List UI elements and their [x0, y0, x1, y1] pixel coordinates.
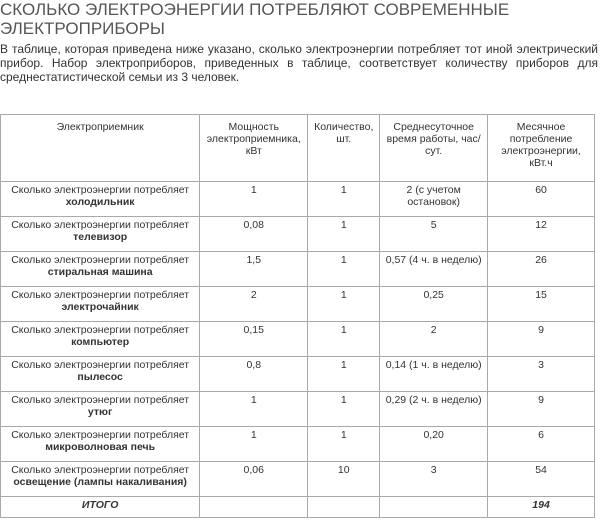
hours-cell: 0,20 — [380, 427, 488, 462]
device-cell — [1, 182, 200, 217]
intro-paragraph: В таблице, которая приведена ниже указано, сколько электроэнергии потребляет тот иной электрический прибор. Набор электроприборов, приведенных в таблице, соответствует количеству приборов для среднестатистической семьи из 3 человек. — [0, 42, 598, 84]
device-name: утюг — [87, 406, 113, 418]
device-name: микроволновая печь — [45, 441, 156, 453]
total-empty-cell — [380, 497, 488, 518]
power-cell: 1,5 — [200, 252, 308, 287]
table-row — [1, 357, 595, 392]
device-cell — [1, 322, 200, 357]
hours-cell: 0,29 (2 ч. в неделю) — [380, 392, 488, 427]
monthly-cell: 26 — [488, 252, 595, 287]
device-cell — [1, 252, 200, 287]
device-prefix: Сколько электроэнергии потребляет — [11, 359, 190, 371]
hours-cell: 3 — [380, 462, 488, 497]
total-empty-cell — [308, 497, 380, 518]
page-title: СКОЛЬКО ЭЛЕКТРОЭНЕРГИИ ПОТРЕБЛЯЮТ СОВРЕМЕННЫЕ ЭЛЕКТРОПРИБОРЫ — [0, 0, 510, 38]
device-prefix: Сколько электроэнергии потребляет — [11, 219, 190, 231]
device-prefix: Сколько электроэнергии потребляет — [11, 254, 190, 266]
monthly-cell: 12 — [488, 217, 595, 252]
power-cell: 0,06 — [200, 462, 308, 497]
quantity-cell: 1 — [308, 217, 380, 252]
header-monthly: Месячное потребление электроэнергии, кВт.ч — [488, 115, 595, 182]
table-row — [1, 217, 595, 252]
power-cell: 1 — [200, 182, 308, 217]
device-name: освещение (лампы накаливания) — [13, 476, 187, 488]
power-cell: 1 — [200, 392, 308, 427]
hours-cell: 5 — [380, 217, 488, 252]
hours-cell: 0,14 (1 ч. в неделю) — [380, 357, 488, 392]
device-cell — [1, 427, 200, 462]
device-prefix: Сколько электроэнергии потребляет — [11, 289, 190, 301]
hours-cell: 0,57 (4 ч. в неделю) — [380, 252, 488, 287]
device-cell — [1, 217, 200, 252]
device-cell — [1, 357, 200, 392]
table-row — [1, 287, 595, 322]
table-row — [1, 182, 595, 217]
hours-cell: 2 — [380, 322, 488, 357]
hours-cell: 2 (с учетом остановок) — [380, 182, 488, 217]
power-cell: 0,15 — [200, 322, 308, 357]
device-name: пылесос — [77, 371, 123, 383]
monthly-cell: 60 — [488, 182, 595, 217]
power-cell: 0,8 — [200, 357, 308, 392]
hours-cell: 0,25 — [380, 287, 488, 322]
table-row — [1, 252, 595, 287]
device-name: компьютер — [71, 336, 130, 348]
power-cell: 0,08 — [200, 217, 308, 252]
monthly-cell: 15 — [488, 287, 595, 322]
table-row — [1, 427, 595, 462]
header-hours: Среднесуточное время работы, час/сут. — [380, 115, 488, 182]
monthly-cell: 9 — [488, 392, 595, 427]
device-prefix: Сколько электроэнергии потребляет — [11, 324, 190, 336]
monthly-cell: 6 — [488, 427, 595, 462]
device-prefix: Сколько электроэнергии потребляет — [11, 184, 190, 196]
table-header-row — [1, 115, 595, 182]
quantity-cell: 1 — [308, 182, 380, 217]
header-power: Мощность электроприемника, кВт — [200, 115, 308, 182]
device-name: электрочайник — [61, 301, 139, 313]
device-name: телевизор — [73, 231, 128, 243]
total-label: ИТОГО — [1, 497, 200, 518]
monthly-cell: 54 — [488, 462, 595, 497]
device-cell — [1, 462, 200, 497]
quantity-cell: 1 — [308, 322, 380, 357]
device-prefix: Сколько электроэнергии потребляет — [11, 464, 190, 476]
device-name: холодильник — [65, 196, 135, 208]
header-quantity: Количество, шт. — [308, 115, 380, 182]
device-name: стиральная машина — [47, 266, 153, 278]
quantity-cell: 1 — [308, 287, 380, 322]
quantity-cell: 1 — [308, 427, 380, 462]
quantity-cell: 10 — [308, 462, 380, 497]
power-cell: 2 — [200, 287, 308, 322]
total-value: 194 — [488, 497, 595, 518]
quantity-cell: 1 — [308, 357, 380, 392]
device-prefix: Сколько электроэнергии потребляет — [11, 394, 190, 406]
header-device: Электроприемник — [1, 115, 200, 182]
device-cell — [1, 287, 200, 322]
quantity-cell: 1 — [308, 392, 380, 427]
monthly-cell: 3 — [488, 357, 595, 392]
table-total-row — [1, 497, 595, 518]
table-row — [1, 322, 595, 357]
monthly-cell: 9 — [488, 322, 595, 357]
device-prefix: Сколько электроэнергии потребляет — [11, 429, 190, 441]
table-row — [1, 392, 595, 427]
table-row — [1, 462, 595, 497]
device-cell — [1, 392, 200, 427]
total-empty-cell — [200, 497, 308, 518]
power-cell: 1 — [200, 427, 308, 462]
quantity-cell: 1 — [308, 252, 380, 287]
consumption-table — [0, 114, 595, 518]
